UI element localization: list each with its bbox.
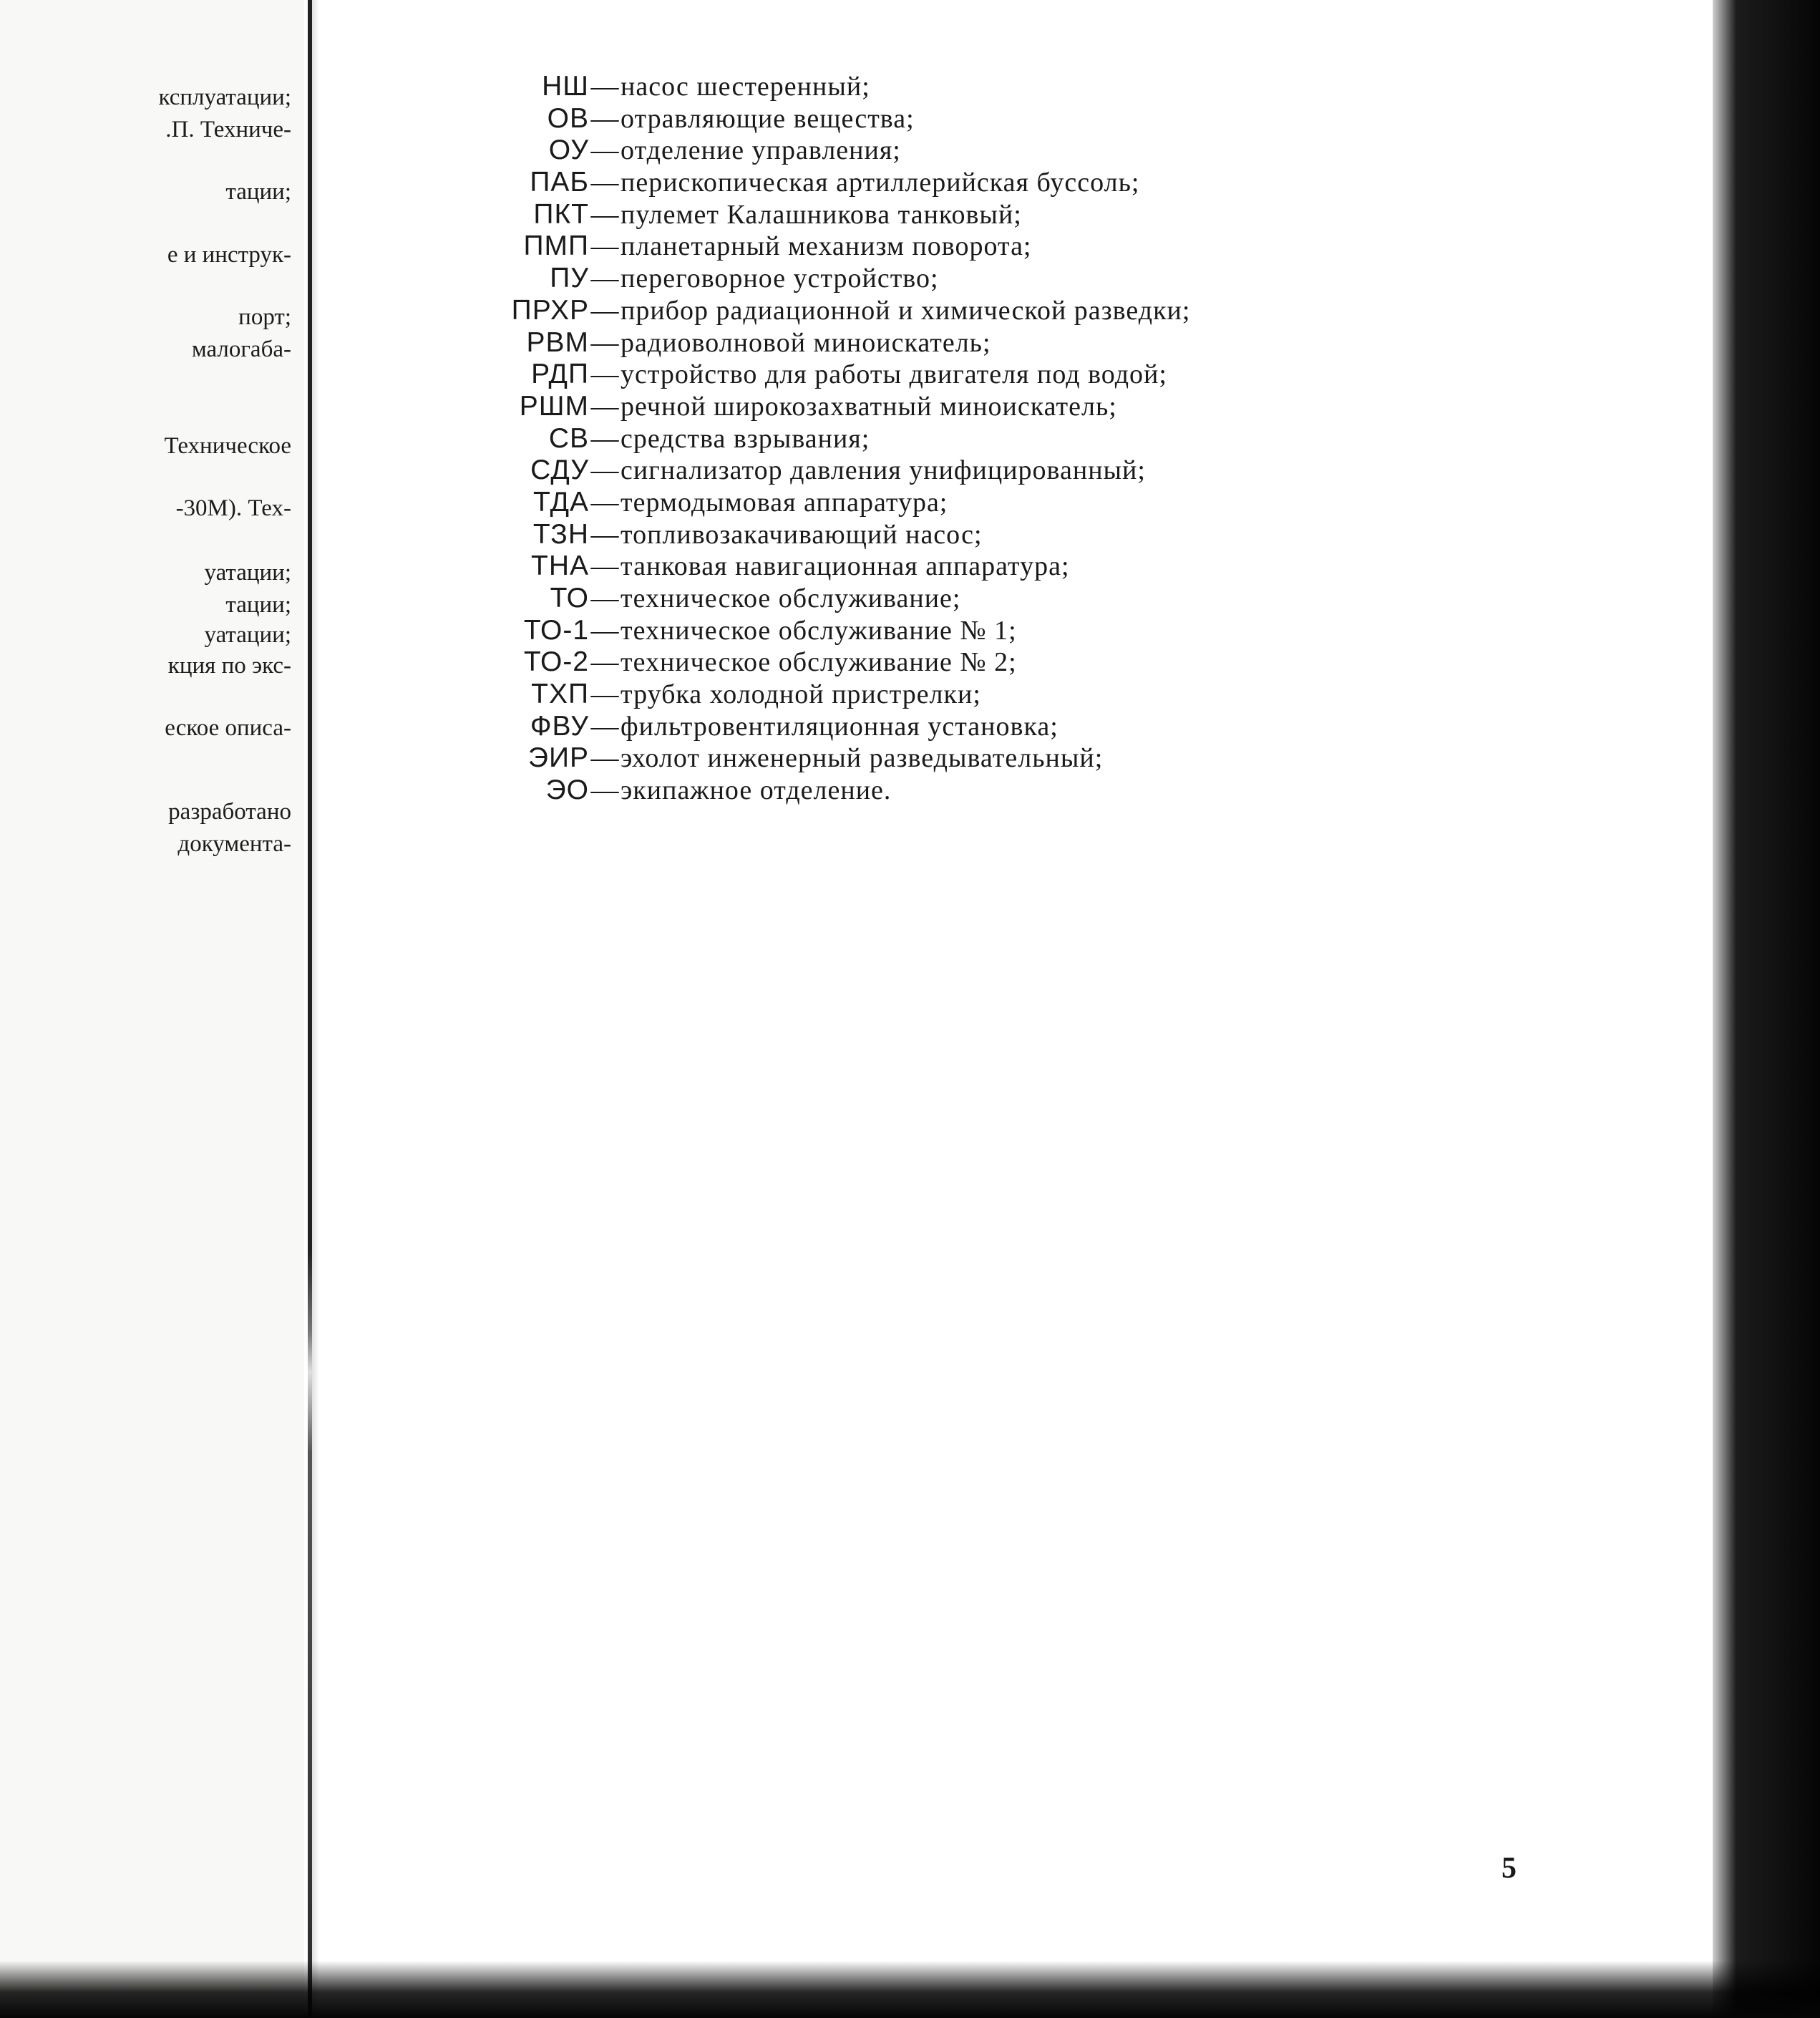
abbreviation-dash: —: [590, 263, 619, 294]
abbreviation-definition: танковая навигационная аппаратура;: [621, 551, 1070, 582]
abbreviation-definition: эхолот инженерный разведывательный;: [621, 743, 1104, 774]
abbreviation-dash: —: [590, 326, 619, 358]
list-item: [429, 390, 1190, 422]
left-page-line: -30М). Тех-: [175, 495, 291, 521]
gutter-shadow: [312, 0, 319, 2018]
abbreviation-dash: —: [590, 679, 619, 710]
list-item: [429, 102, 1190, 135]
abbreviation-definition: отделение управления;: [621, 135, 901, 166]
abbreviation-definition: экипажное отделение.: [621, 775, 892, 806]
list-item: [429, 230, 1190, 262]
abbreviation-definition: трубка холодной пристрелки;: [621, 679, 981, 710]
abbreviation-definition: техническое обслуживание № 1;: [621, 615, 1017, 646]
abbreviation-definition: радиоволновой миноискатель;: [621, 327, 991, 358]
abbreviation-definition: перископическая артиллерийская буссоль;: [621, 168, 1140, 198]
abbreviation-definition: средства взрывания;: [621, 423, 870, 454]
list-item: [429, 550, 1190, 582]
abbreviation-definition: техническое обслуживание № 2;: [621, 647, 1017, 678]
abbreviation-term: ЭИР: [527, 742, 589, 774]
abbreviation-term: РВМ: [526, 326, 589, 358]
abbreviation-term: ТО-1: [523, 614, 589, 646]
list-item: [429, 710, 1190, 742]
list-item: [429, 454, 1190, 486]
abbreviation-dash: —: [590, 135, 619, 166]
left-page-line: кция по экс-: [167, 653, 291, 679]
abbreviation-dash: —: [590, 167, 619, 198]
abbreviation-dash: —: [590, 742, 619, 774]
list-item: [429, 198, 1190, 231]
list-item: [429, 486, 1190, 518]
abbreviation-dash: —: [590, 550, 619, 582]
abbreviation-term: ТНА: [531, 550, 589, 582]
abbreviation-term: ОВ: [547, 102, 589, 134]
abbreviation-term: ПАБ: [530, 167, 589, 198]
left-page-fragment: [0, 0, 304, 2018]
list-item: [429, 70, 1190, 102]
left-page-line: уатации;: [204, 622, 291, 648]
left-page-line: уатации;: [204, 560, 291, 586]
list-item: [429, 358, 1190, 390]
abbreviation-definition: топливозакачивающий насос;: [621, 519, 983, 550]
abbreviation-dash: —: [590, 294, 619, 326]
abbreviation-dash: —: [590, 646, 619, 678]
abbreviation-term: РДП: [531, 359, 589, 390]
list-item: [429, 646, 1190, 678]
list-item: [429, 262, 1190, 294]
list-item: [429, 294, 1190, 326]
list-item: [429, 518, 1190, 550]
abbreviation-term: ТО: [550, 583, 589, 613]
abbreviation-term: ПУ: [550, 263, 589, 294]
list-item: [429, 678, 1190, 710]
page-number: 5: [1502, 1852, 1517, 1885]
abbreviation-dash: —: [590, 518, 619, 550]
abbreviation-term: ОУ: [548, 135, 589, 166]
scan-right-edge: [1713, 0, 1820, 2018]
abbreviation-term: ПМП: [523, 231, 589, 262]
abbreviation-definition: техническое обслуживание;: [621, 583, 961, 613]
abbreviation-term: СДУ: [530, 455, 589, 486]
left-page-line: разработано: [168, 799, 291, 825]
abbreviation-dash: —: [590, 231, 619, 262]
left-page-line: тации;: [225, 179, 291, 205]
list-item: [429, 422, 1190, 455]
abbreviation-dash: —: [590, 775, 619, 806]
abbreviation-definition: насос шестеренный;: [621, 72, 870, 102]
left-page-line: документа-: [177, 831, 291, 857]
list-item: [429, 614, 1190, 646]
abbreviation-definition: планетарный механизм поворота;: [621, 231, 1032, 262]
abbreviation-term: ЭО: [545, 775, 589, 806]
abbreviation-dash: —: [590, 198, 619, 230]
abbreviation-dash: —: [590, 102, 619, 134]
abbreviation-term: ПРХР: [511, 294, 589, 326]
left-page-line: еское описа-: [165, 715, 291, 741]
left-page-line: ксплуатации;: [158, 84, 291, 110]
list-item: [429, 742, 1190, 774]
abbreviation-dash: —: [590, 710, 619, 742]
abbreviation-dash: —: [590, 455, 619, 486]
abbreviation-definition: прибор радиационной и химической разведки;: [621, 295, 1191, 326]
abbreviation-term: ТЗН: [532, 518, 589, 550]
abbreviation-term: ТДА: [533, 486, 589, 518]
abbreviation-dash: —: [590, 614, 619, 646]
abbreviation-term: ФВУ: [530, 710, 589, 742]
left-page-line: .П. Техниче-: [165, 117, 291, 142]
abbreviation-term: ПКТ: [533, 198, 589, 230]
scan-bottom-edge: [0, 1961, 1820, 2018]
list-item: [429, 582, 1190, 614]
abbreviation-definition: отравляющие вещества;: [621, 103, 915, 134]
abbreviation-term: ТО-2: [523, 646, 589, 678]
abbreviation-definition: пулемет Калашникова танковый;: [621, 199, 1022, 230]
abbreviation-definition: речной широкозахватный миноискатель;: [621, 391, 1117, 422]
abbreviation-definition: сигнализатор давления унифицированный;: [621, 455, 1146, 486]
left-page-line: малогаба-: [191, 336, 291, 362]
list-item: [429, 134, 1190, 166]
abbreviation-dash: —: [590, 390, 619, 422]
left-page-line: тации;: [225, 592, 291, 618]
abbreviation-dash: —: [590, 583, 619, 613]
list-item: [429, 326, 1190, 359]
left-page-line: е и инструк-: [167, 242, 291, 268]
abbreviation-term: НШ: [542, 71, 589, 102]
left-page-line: Техническое: [164, 433, 291, 459]
list-item: [429, 166, 1190, 198]
abbreviation-term: ТХП: [531, 679, 589, 710]
list-item: [429, 774, 1190, 806]
abbreviation-definition: фильтровентиляционная установка;: [621, 711, 1059, 742]
abbreviation-definition: переговорное устройство;: [621, 263, 939, 294]
abbreviation-dash: —: [590, 71, 619, 102]
left-page-line: порт;: [238, 304, 291, 330]
abbreviation-dash: —: [590, 486, 619, 518]
abbreviation-term: СВ: [548, 422, 589, 454]
abbreviation-dash: —: [590, 422, 619, 454]
abbreviation-definition: устройство для работы двигателя под водой;: [621, 359, 1167, 390]
abbreviation-list: [429, 70, 1190, 806]
abbreviation-definition: термодымовая аппаратура;: [621, 487, 948, 518]
abbreviation-term: РШМ: [519, 390, 589, 422]
abbreviation-dash: —: [590, 359, 619, 390]
